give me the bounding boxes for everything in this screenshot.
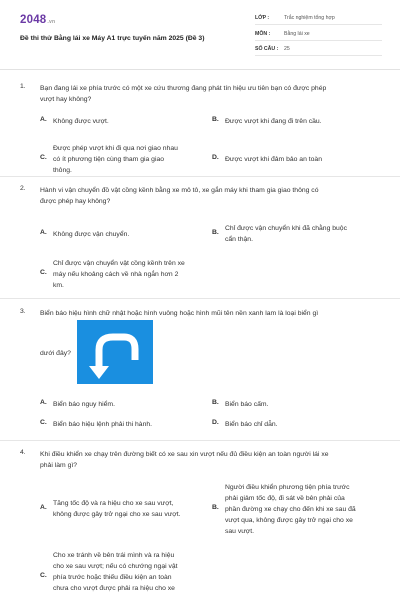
- option-letter: A.: [40, 399, 47, 406]
- option-text: [53, 143, 203, 176]
- question-text-line: Biển báo hiệu hình chữ nhật hoặc hình vuông hoặc hình mũi tên nền xanh lam là loại biển gì: [40, 310, 319, 317]
- option-text-line: Không được vận chuyển.: [53, 231, 130, 238]
- option-letter: B.: [212, 504, 219, 511]
- meta-count-value: 25: [284, 46, 290, 52]
- road-sign-image: [77, 320, 153, 384]
- meta-subject-value: Bằng lái xe: [284, 31, 310, 37]
- option-text-line: phía trước hoặc thiếu điều kiện an toàn: [53, 574, 172, 581]
- option-text-line: Được vượt khi đảm bảo an toàn: [225, 156, 322, 163]
- option-text-line: Người điều khiển phương tiện phía trước: [225, 484, 350, 491]
- question-text-line: Bạn đang lái xe phía trước có một xe cứu thương đang phát tín hiệu ưu tiên bạn có được phép: [40, 85, 327, 92]
- question-number: 4.: [20, 449, 26, 456]
- option-text-line: vượt qua, không được gây trở ngại cho xe: [225, 517, 353, 524]
- question-text: [40, 308, 380, 319]
- site-logo[interactable]: [20, 14, 55, 26]
- option-text-line: phải giảm tốc độ, đi sát về bên phải của: [225, 495, 345, 502]
- option-text-line: Biển báo cấm.: [225, 401, 269, 408]
- option-text-line: Biển báo hiệu lệnh phải thi hành.: [53, 421, 153, 428]
- option-text: [53, 258, 213, 291]
- option-text-line: sau vượt.: [225, 528, 255, 535]
- option-text-line: Tăng tốc độ và ra hiệu cho xe sau vượt,: [53, 500, 174, 507]
- option-letter: B.: [212, 229, 219, 236]
- question-text-continued: [40, 348, 80, 359]
- question-text-line: vượt hay không?: [40, 96, 92, 103]
- option-text-line: Không được vượt.: [53, 118, 109, 125]
- question-text-line: Hành vi vận chuyển đồ vật cồng kềnh bằng xe mô tô, xe gắn máy khi tham gia giao thông có: [40, 187, 319, 194]
- question-divider: [0, 440, 400, 441]
- option-text: [225, 399, 380, 410]
- option-text: [53, 399, 203, 410]
- sign-arrow-icon: [77, 320, 153, 384]
- question-text-line: dưới đây?: [40, 350, 71, 357]
- option-text-line: chưa cho vượt được phải ra hiệu cho xe: [53, 585, 175, 592]
- option-text-line: không được gây trở ngại cho xe sau vượt.: [53, 511, 181, 518]
- option-text: [53, 498, 211, 520]
- option-letter: A.: [40, 116, 47, 123]
- question-number: 2.: [20, 185, 26, 192]
- option-letter: C.: [40, 572, 47, 579]
- question-text: [40, 449, 380, 471]
- option-text: [225, 482, 385, 537]
- option-text-line: Được phép vượt khi đi qua nơi giao nhau: [53, 145, 178, 152]
- option-letter: C.: [40, 419, 47, 426]
- meta-count-row: [255, 44, 382, 56]
- question-text-line: Khi điều khiển xe chạy trên đường biết có xe sau xin vượt nếu đủ điều kiện an toàn người lái xe: [40, 451, 329, 458]
- option-letter: C.: [40, 269, 47, 276]
- option-text: [53, 419, 203, 430]
- question-text: [40, 83, 380, 105]
- logo-tld: .vn: [47, 19, 56, 25]
- option-text-line: phần đường xe chạy cho đến khi xe sau đã: [225, 506, 356, 513]
- option-text: [53, 229, 203, 240]
- option-text: [53, 116, 203, 127]
- option-letter: A.: [40, 229, 47, 236]
- option-text: [225, 116, 380, 127]
- option-text-line: Được vượt khi đang đi trên cầu.: [225, 118, 322, 125]
- meta-subject-key: MÔN :: [255, 31, 271, 37]
- option-text-line: có ít phương tiện cùng tham gia giao: [53, 156, 165, 163]
- logo-text: 2048: [20, 14, 47, 26]
- question-text: [40, 185, 380, 207]
- option-text-line: Chỉ được vận chuyển vật cồng kềnh trên xe: [53, 260, 185, 267]
- question-divider: [0, 298, 400, 299]
- option-letter: D.: [212, 154, 219, 161]
- meta-count-key: SỐ CÂU :: [255, 46, 279, 52]
- option-letter: A.: [40, 504, 47, 511]
- question-text-line: phải làm gì?: [40, 462, 78, 469]
- option-letter: D.: [212, 419, 219, 426]
- question-number: 1.: [20, 83, 26, 90]
- option-text-line: thông.: [53, 167, 72, 174]
- option-text-line: km.: [53, 282, 64, 289]
- option-letter: B.: [212, 399, 219, 406]
- option-text: [225, 154, 380, 165]
- question-divider: [0, 176, 400, 177]
- option-text-line: Chỉ được vận chuyển khi đã chằng buộc: [225, 225, 347, 232]
- option-text-line: Biển báo nguy hiểm.: [53, 401, 115, 408]
- option-text-line: Biển báo chỉ dẫn.: [225, 421, 278, 428]
- exam-header: [0, 0, 400, 70]
- meta-class-value: Trắc nghiệm tổng hợp: [284, 15, 335, 21]
- option-text-line: máy nếu khoảng cách về nhà ngắn hơn 2: [53, 271, 179, 278]
- option-letter: B.: [212, 116, 219, 123]
- option-text: [225, 223, 380, 245]
- option-text-line: Cho xe tránh về bên trái mình và ra hiệu: [53, 552, 175, 559]
- meta-subject-row: [255, 29, 382, 41]
- option-text-line: cẩn thận.: [225, 236, 253, 243]
- question-number: 3.: [20, 308, 26, 315]
- option-text-line: cho xe sau vượt; nếu có chướng ngại vật: [53, 563, 178, 570]
- meta-class-row: [255, 13, 382, 25]
- exam-title: Đề thi thử Bằng lái xe Máy A1 trực tuyến năm 2025 (Đề 3): [20, 35, 205, 42]
- option-text: [225, 419, 380, 430]
- option-text: [53, 550, 211, 594]
- meta-class-key: LỚP :: [255, 15, 270, 21]
- option-letter: C.: [40, 154, 47, 161]
- question-text-line: được phép hay không?: [40, 198, 111, 205]
